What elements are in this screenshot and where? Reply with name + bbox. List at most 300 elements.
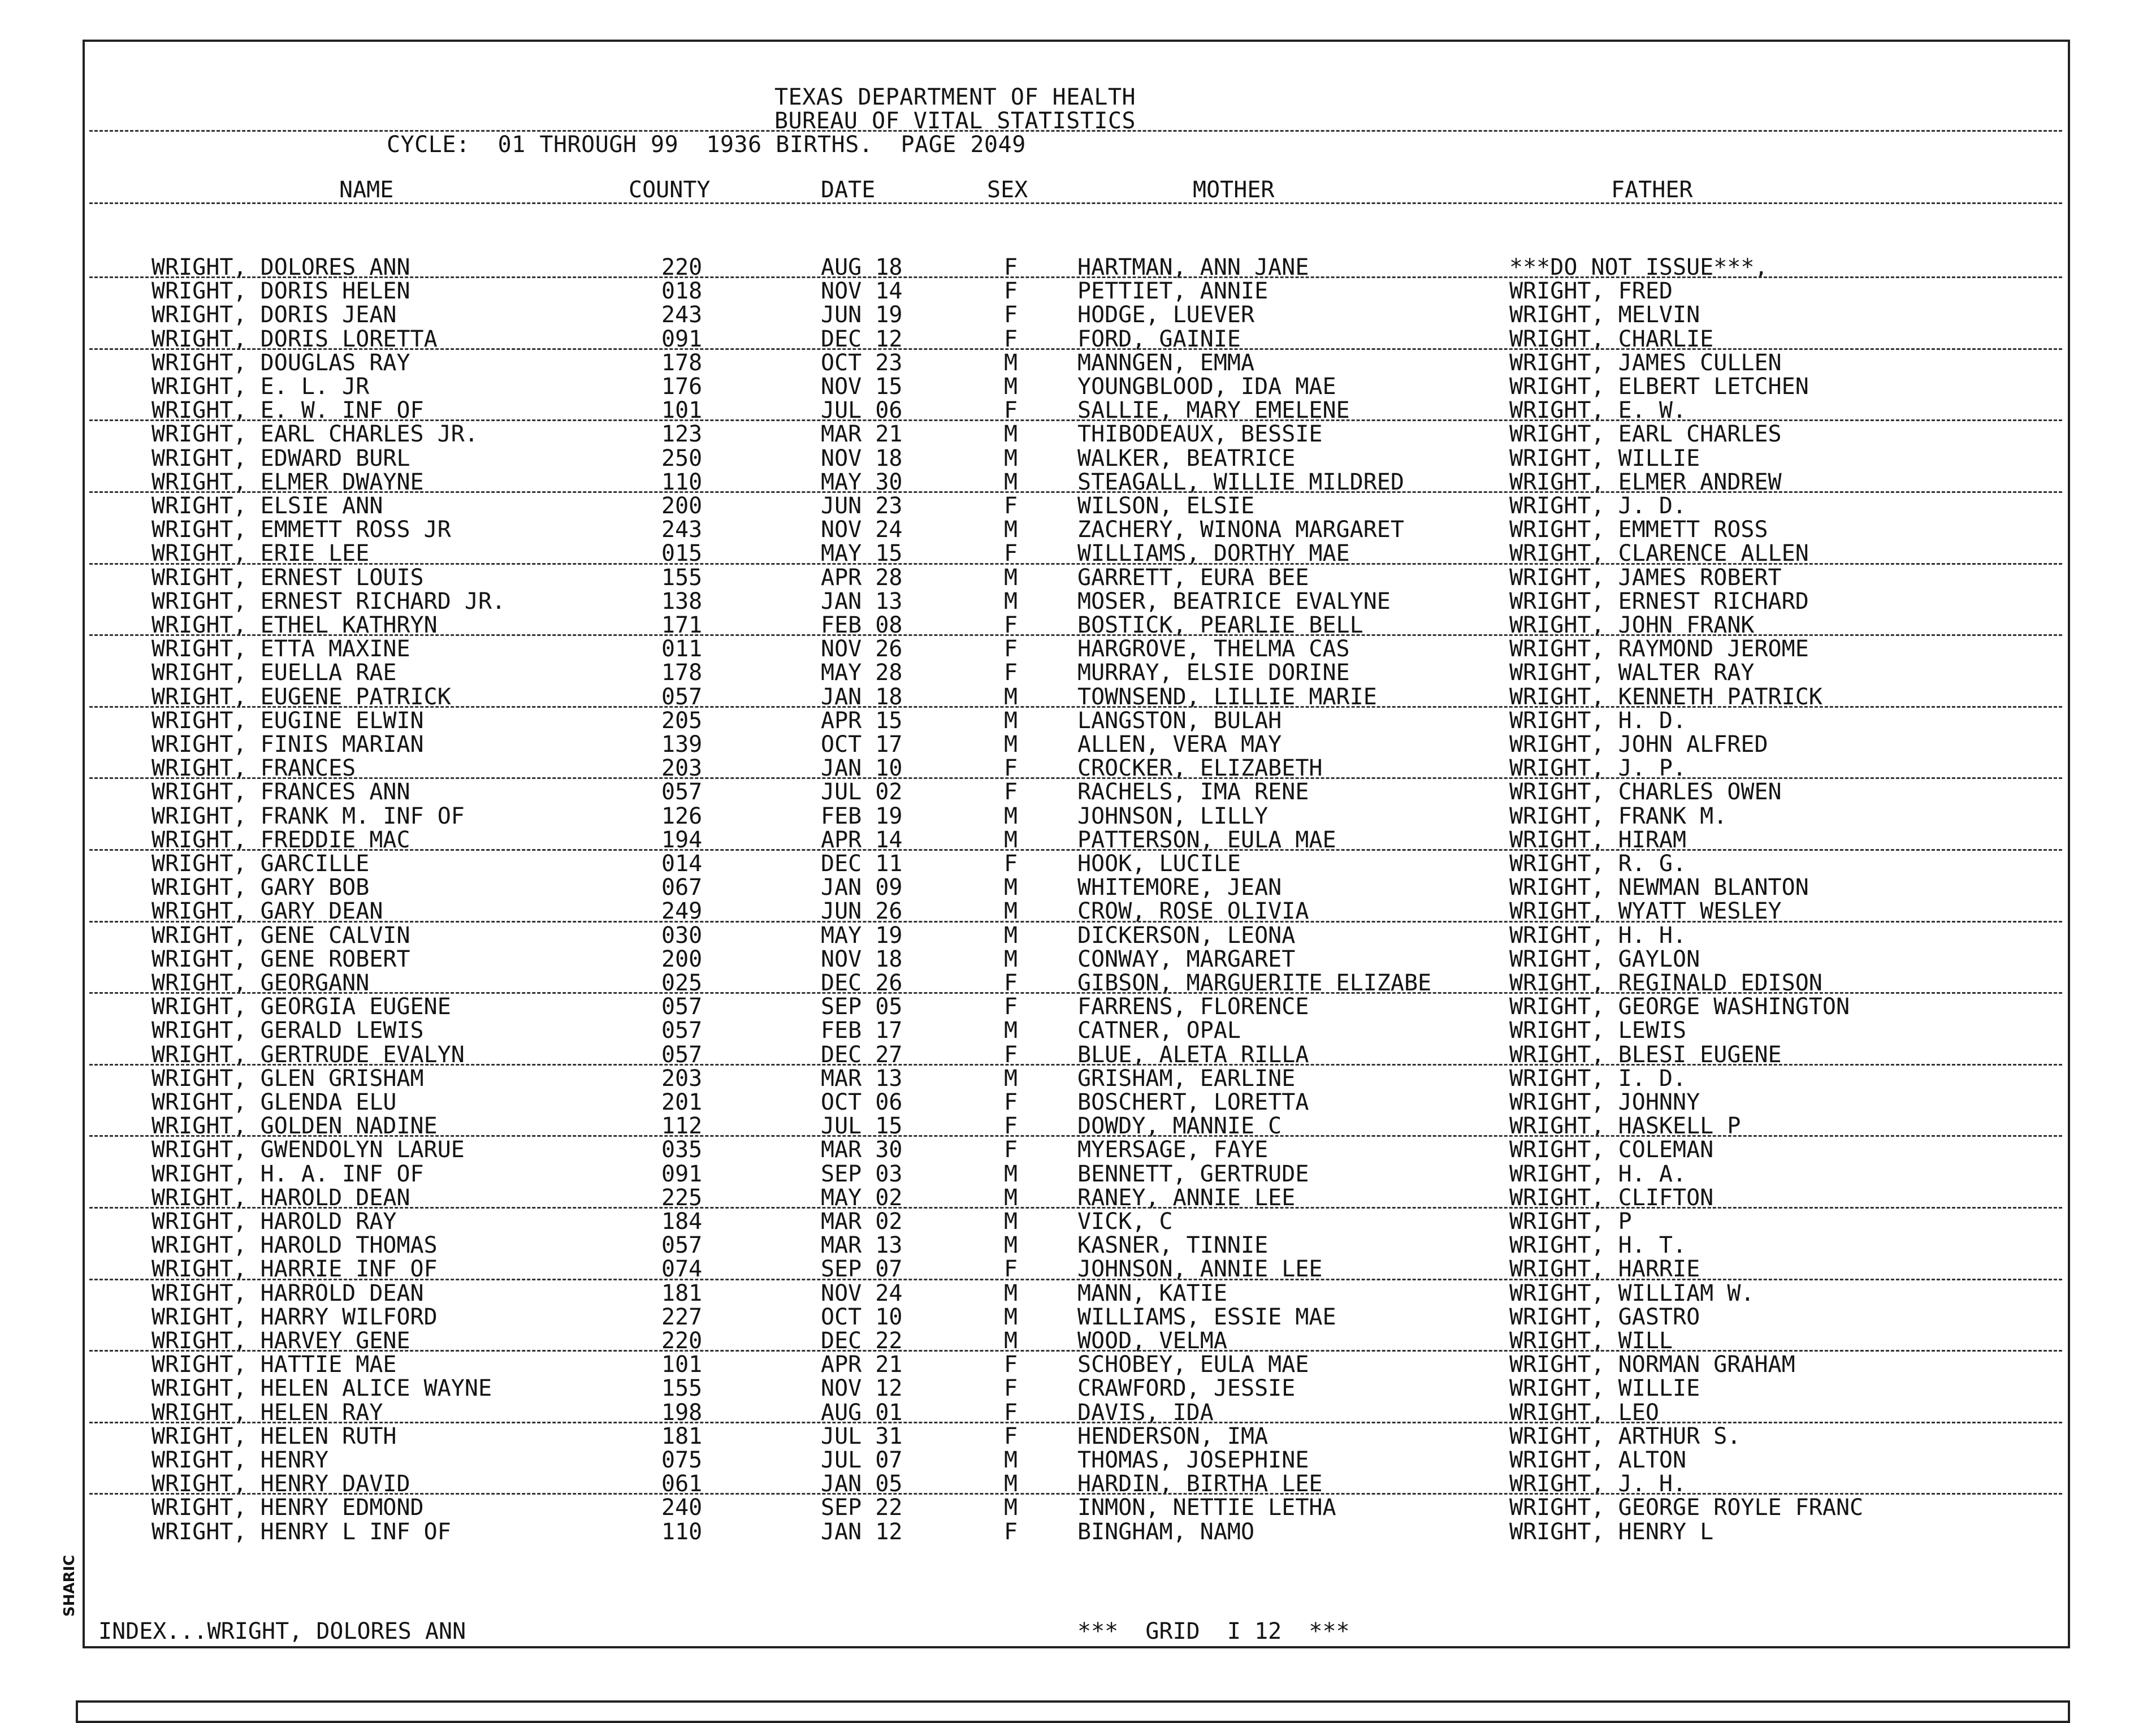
record-father: WRIGHT, CHARLIE — [1509, 326, 1714, 352]
record-sex: F — [1004, 302, 1018, 328]
record-date: NOV 26 — [821, 636, 903, 663]
record-row — [85, 256, 2068, 279]
record-father: WRIGHT, WILLIAM W. — [1509, 1280, 1755, 1306]
record-county: 057 — [661, 1232, 703, 1259]
column-header-date: DATE — [821, 177, 876, 203]
record-sex: M — [1004, 898, 1018, 925]
record-name: WRIGHT, ETTA MAXINE — [151, 636, 410, 663]
record-name: WRIGHT, GOLDEN NADINE — [151, 1113, 438, 1140]
record-date: MAY 02 — [821, 1184, 903, 1211]
record-row — [85, 518, 2068, 542]
record-sex: M — [1004, 946, 1018, 972]
record-name: WRIGHT, HARVEY GENE — [151, 1328, 410, 1354]
record-row — [85, 566, 2068, 590]
record-date: FEB 19 — [821, 803, 903, 829]
record-father: WRIGHT, COLEMAN — [1509, 1137, 1714, 1163]
record-date: FEB 17 — [821, 1018, 903, 1044]
record-county: 057 — [661, 779, 703, 806]
record-county: 194 — [661, 826, 703, 853]
record-father: WRIGHT, H. H. — [1509, 922, 1687, 949]
record-mother: BENNETT, GERTRUDE — [1077, 1161, 1309, 1187]
record-name: WRIGHT, EUELLA RAE — [151, 660, 397, 686]
record-mother: CROCKER, ELIZABETH — [1077, 755, 1323, 782]
record-mother: GIBSON, MARGUERITE ELIZABE — [1077, 970, 1432, 996]
record-county: 057 — [661, 1018, 703, 1044]
record-row — [85, 1257, 2068, 1281]
column-header-rule — [89, 202, 2062, 204]
record-mother: VICK, C — [1077, 1209, 1173, 1235]
record-sex: F — [1004, 755, 1018, 782]
record-date: JUN 26 — [821, 898, 903, 925]
record-sex: F — [1004, 1375, 1018, 1402]
record-sex: M — [1004, 826, 1018, 853]
record-father: ***DO NOT ISSUE***, — [1509, 254, 1768, 280]
record-name: WRIGHT, EDWARD BURL — [151, 445, 410, 471]
record-date: APR 14 — [821, 826, 903, 853]
record-sex: M — [1004, 731, 1018, 757]
record-sex: M — [1004, 517, 1018, 543]
record-date: APR 15 — [821, 707, 903, 734]
record-date: JAN 13 — [821, 588, 903, 614]
record-date: MAY 15 — [821, 540, 903, 567]
record-sex: F — [1004, 612, 1018, 638]
record-date: JUL 06 — [821, 397, 903, 424]
header-rule — [89, 130, 2062, 132]
record-row — [85, 542, 2068, 565]
record-date: OCT 23 — [821, 349, 903, 376]
record-sex: F — [1004, 1137, 1018, 1163]
record-county: 014 — [661, 851, 703, 877]
record-mother: YOUNGBLOOD, IDA MAE — [1077, 374, 1336, 400]
record-date: APR 28 — [821, 564, 903, 591]
record-father: WRIGHT, BLESI EUGENE — [1509, 1041, 1782, 1068]
record-mother: CATNER, OPAL — [1077, 1018, 1241, 1044]
record-name: WRIGHT, EARL CHARLES JR. — [151, 421, 478, 448]
record-county: 123 — [661, 421, 703, 448]
record-mother: CONWAY, MARGARET — [1077, 946, 1296, 972]
record-sex: F — [1004, 1113, 1018, 1140]
record-father: WRIGHT, HENRY L — [1509, 1518, 1714, 1545]
record-date: SEP 22 — [821, 1495, 903, 1521]
column-header-mother: MOTHER — [1193, 177, 1275, 203]
record-father: WRIGHT, GEORGE WASHINGTON — [1509, 994, 1850, 1020]
record-row — [85, 637, 2068, 661]
record-row — [85, 1162, 2068, 1186]
record-mother: JOHNSON, ANNIE LEE — [1077, 1256, 1323, 1283]
record-row — [85, 733, 2068, 756]
record-father: WRIGHT, WILLIE — [1509, 1375, 1700, 1402]
record-row — [85, 351, 2068, 375]
record-county: 139 — [661, 731, 703, 757]
record-date: MAY 19 — [821, 922, 903, 949]
record-date: DEC 26 — [821, 970, 903, 996]
record-father: WRIGHT, ELBERT LETCHEN — [1509, 374, 1809, 400]
record-mother: HENDERSON, IMA — [1077, 1423, 1269, 1449]
record-name: WRIGHT, GARY BOB — [151, 875, 370, 901]
record-date: JAN 18 — [821, 683, 903, 710]
column-header-sex: SEX — [987, 177, 1028, 203]
record-sex: F — [1004, 540, 1018, 567]
record-row — [85, 1376, 2068, 1400]
record-sex: F — [1004, 1352, 1018, 1378]
record-county: 227 — [661, 1304, 703, 1330]
record-date: NOV 24 — [821, 517, 903, 543]
record-name: WRIGHT, ERNEST RICHARD JR. — [151, 588, 506, 614]
record-mother: HARGROVE, THELMA CAS — [1077, 636, 1350, 663]
record-sex: F — [1004, 1041, 1018, 1068]
record-father: WRIGHT, MELVIN — [1509, 302, 1700, 328]
record-county: 138 — [661, 588, 703, 614]
record-mother: DAVIS, IDA — [1077, 1399, 1214, 1426]
record-father: WRIGHT, J. H. — [1509, 1471, 1687, 1497]
record-date: FEB 08 — [821, 612, 903, 638]
record-county: 178 — [661, 660, 703, 686]
record-father: WRIGHT, FRANK M. — [1509, 803, 1728, 829]
record-mother: THIBODEAUX, BESSIE — [1077, 421, 1323, 448]
record-county: 184 — [661, 1209, 703, 1235]
record-date: JUL 31 — [821, 1423, 903, 1449]
record-father: WRIGHT, GEORGE ROYLE FRANC — [1509, 1495, 1864, 1521]
record-row — [85, 1186, 2068, 1210]
record-father: WRIGHT, WILL — [1509, 1328, 1673, 1354]
record-row — [85, 899, 2068, 923]
record-row — [85, 303, 2068, 327]
record-county: 220 — [661, 254, 703, 280]
record-mother: JOHNSON, LILLY — [1077, 803, 1269, 829]
record-sex: F — [1004, 278, 1018, 305]
record-sex: M — [1004, 421, 1018, 448]
record-row — [85, 470, 2068, 494]
record-name: WRIGHT, GLENDA ELU — [151, 1089, 397, 1115]
record-date: OCT 17 — [821, 731, 903, 757]
record-county: 250 — [661, 445, 703, 471]
record-sex: F — [1004, 1399, 1018, 1426]
record-sex: F — [1004, 994, 1018, 1020]
record-date: JUL 02 — [821, 779, 903, 806]
record-row — [85, 780, 2068, 804]
record-sex: F — [1004, 1256, 1018, 1283]
record-father: WRIGHT, H. D. — [1509, 707, 1687, 734]
record-date: SEP 05 — [821, 994, 903, 1020]
record-father: WRIGHT, REGINALD EDISON — [1509, 970, 1822, 996]
record-row — [85, 1114, 2068, 1138]
record-row — [85, 375, 2068, 399]
record-name: WRIGHT, GENE CALVIN — [151, 922, 410, 949]
record-mother: FARRENS, FLORENCE — [1077, 994, 1309, 1020]
record-mother: WHITEMORE, JEAN — [1077, 875, 1282, 901]
record-name: WRIGHT, DORIS JEAN — [151, 302, 397, 328]
record-county: 057 — [661, 683, 703, 710]
record-father: WRIGHT, NORMAN GRAHAM — [1509, 1352, 1795, 1378]
record-date: JUL 07 — [821, 1447, 903, 1473]
record-date: APR 21 — [821, 1352, 903, 1378]
record-father: WRIGHT, J. D. — [1509, 493, 1687, 519]
record-row — [85, 685, 2068, 709]
record-date: NOV 12 — [821, 1375, 903, 1402]
record-name: WRIGHT, E. W. INF OF — [151, 397, 424, 424]
record-father: WRIGHT, JOHN FRANK — [1509, 612, 1755, 638]
record-row — [85, 1138, 2068, 1162]
record-county: 091 — [661, 1161, 703, 1187]
record-mother: SCHOBEY, EULA MAE — [1077, 1352, 1309, 1378]
record-mother: PATTERSON, EULA MAE — [1077, 826, 1336, 853]
record-name: WRIGHT, HARROLD DEAN — [151, 1280, 424, 1306]
record-county: 155 — [661, 564, 703, 591]
record-date: JAN 05 — [821, 1471, 903, 1497]
record-father: WRIGHT, J. P. — [1509, 755, 1687, 782]
record-county: 126 — [661, 803, 703, 829]
record-father: WRIGHT, LEO — [1509, 1399, 1659, 1426]
record-sex: M — [1004, 922, 1018, 949]
record-name: WRIGHT, GARY DEAN — [151, 898, 383, 925]
record-county: 112 — [661, 1113, 703, 1140]
record-mother: RACHELS, IMA RENE — [1077, 779, 1309, 806]
record-row — [85, 1425, 2068, 1448]
record-county: 249 — [661, 898, 703, 925]
record-row — [85, 1019, 2068, 1042]
record-row — [85, 661, 2068, 685]
record-name: WRIGHT, E. L. JR — [151, 374, 370, 400]
record-name: WRIGHT, EUGINE ELWIN — [151, 707, 424, 734]
column-header-name: NAME — [339, 177, 394, 203]
record-county: 203 — [661, 755, 703, 782]
record-row — [85, 422, 2068, 446]
record-father: WRIGHT, JOHNNY — [1509, 1089, 1700, 1115]
record-row — [85, 1067, 2068, 1090]
record-county: 243 — [661, 302, 703, 328]
record-row — [85, 1353, 2068, 1376]
record-sex: M — [1004, 469, 1018, 495]
record-sex: F — [1004, 1518, 1018, 1545]
record-county: 018 — [661, 278, 703, 305]
grid-footer: *** GRID I 12 *** — [1077, 1618, 1350, 1644]
record-name: WRIGHT, HENRY L INF OF — [151, 1518, 451, 1545]
record-sex: M — [1004, 1209, 1018, 1235]
record-name: WRIGHT, DORIS HELEN — [151, 278, 410, 305]
record-county: 057 — [661, 994, 703, 1020]
record-name: WRIGHT, HAROLD RAY — [151, 1209, 397, 1235]
record-sex: M — [1004, 1280, 1018, 1306]
record-father: WRIGHT, JAMES ROBERT — [1509, 564, 1782, 591]
record-date: AUG 01 — [821, 1399, 903, 1426]
record-name: WRIGHT, ETHEL KATHRYN — [151, 612, 438, 638]
record-date: JUL 15 — [821, 1113, 903, 1140]
record-name: WRIGHT, HELEN ALICE WAYNE — [151, 1375, 492, 1402]
record-county: 200 — [661, 946, 703, 972]
record-row — [85, 1043, 2068, 1067]
record-name: WRIGHT, GARCILLE — [151, 851, 370, 877]
record-date: JAN 09 — [821, 875, 903, 901]
record-sex: M — [1004, 1447, 1018, 1473]
record-county: 243 — [661, 517, 703, 543]
record-date: MAR 02 — [821, 1209, 903, 1235]
record-name: WRIGHT, HARRIE INF OF — [151, 1256, 438, 1283]
record-date: OCT 10 — [821, 1304, 903, 1330]
record-county: 181 — [661, 1280, 703, 1306]
record-father: WRIGHT, CHARLES OWEN — [1509, 779, 1782, 806]
record-sex: F — [1004, 660, 1018, 686]
record-name: WRIGHT, GEORGANN — [151, 970, 370, 996]
record-date: MAY 30 — [821, 469, 903, 495]
record-name: WRIGHT, H. A. INF OF — [151, 1161, 424, 1187]
record-mother: MURRAY, ELSIE DORINE — [1077, 660, 1350, 686]
record-row — [85, 947, 2068, 971]
record-sex: M — [1004, 875, 1018, 901]
record-father: WRIGHT, HASKELL P — [1509, 1113, 1741, 1140]
record-name: WRIGHT, ERIE LEE — [151, 540, 370, 567]
record-father: WRIGHT, KENNETH PATRICK — [1509, 683, 1822, 710]
record-row — [85, 1305, 2068, 1329]
record-row — [85, 1496, 2068, 1519]
record-father: WRIGHT, H. T. — [1509, 1232, 1687, 1259]
record-sex: F — [1004, 1423, 1018, 1449]
record-row — [85, 1520, 2068, 1544]
record-row — [85, 494, 2068, 518]
record-county: 074 — [661, 1256, 703, 1283]
record-name: WRIGHT, HENRY — [151, 1447, 329, 1473]
record-mother: THOMAS, JOSEPHINE — [1077, 1447, 1309, 1473]
record-mother: WALKER, BEATRICE — [1077, 445, 1296, 471]
record-sex: F — [1004, 1089, 1018, 1115]
record-name: WRIGHT, ERNEST LOUIS — [151, 564, 424, 591]
record-date: JAN 10 — [821, 755, 903, 782]
record-father: WRIGHT, I. D. — [1509, 1065, 1687, 1092]
record-mother: TOWNSEND, LILLIE MARIE — [1077, 683, 1377, 710]
record-sex: M — [1004, 707, 1018, 734]
record-father: WRIGHT, RAYMOND JEROME — [1509, 636, 1809, 663]
record-sex: M — [1004, 1161, 1018, 1187]
record-sex: F — [1004, 779, 1018, 806]
record-father: WRIGHT, ELMER ANDREW — [1509, 469, 1782, 495]
record-mother: WILLIAMS, ESSIE MAE — [1077, 1304, 1336, 1330]
record-mother: ZACHERY, WINONA MARGARET — [1077, 517, 1404, 543]
record-county: 035 — [661, 1137, 703, 1163]
record-name: WRIGHT, FINIS MARIAN — [151, 731, 424, 757]
record-row — [85, 613, 2068, 637]
record-name: WRIGHT, HATTIE MAE — [151, 1352, 397, 1378]
record-mother: PETTIET, ANNIE — [1077, 278, 1269, 305]
record-mother: HOOK, LUCILE — [1077, 851, 1241, 877]
record-name: WRIGHT, HAROLD DEAN — [151, 1184, 410, 1211]
bureau-title: BUREAU OF VITAL STATISTICS — [774, 108, 1136, 134]
record-county: 176 — [661, 374, 703, 400]
record-county: 015 — [661, 540, 703, 567]
record-name: WRIGHT, DORIS LORETTA — [151, 326, 438, 352]
record-father: WRIGHT, WYATT WESLEY — [1509, 898, 1782, 925]
record-sex: F — [1004, 326, 1018, 352]
record-father: WRIGHT, P — [1509, 1209, 1632, 1235]
record-name: WRIGHT, GERTRUDE EVALYN — [151, 1041, 465, 1068]
record-mother: MOSER, BEATRICE EVALYNE — [1077, 588, 1391, 614]
record-mother: BLUE, ALETA RILLA — [1077, 1041, 1309, 1068]
record-father: WRIGHT, EMMETT ROSS — [1509, 517, 1768, 543]
record-mother: GRISHAM, EARLINE — [1077, 1065, 1296, 1092]
record-name: WRIGHT, FRANCES — [151, 755, 356, 782]
record-father: WRIGHT, GASTRO — [1509, 1304, 1700, 1330]
record-name: WRIGHT, GENE ROBERT — [151, 946, 410, 972]
record-mother: MANNGEN, EMMA — [1077, 349, 1255, 376]
record-father: WRIGHT, HIRAM — [1509, 826, 1687, 853]
record-name: WRIGHT, FRANCES ANN — [151, 779, 410, 806]
record-name: WRIGHT, GEORGIA EUGENE — [151, 994, 451, 1020]
record-row — [85, 804, 2068, 828]
record-sex: F — [1004, 493, 1018, 519]
record-county: 091 — [661, 326, 703, 352]
record-name: WRIGHT, DOUGLAS RAY — [151, 349, 410, 376]
cycle-line: CYCLE: 01 THROUGH 99 1936 BIRTHS. PAGE 2049 — [387, 132, 1026, 158]
record-father: WRIGHT, E. W. — [1509, 397, 1687, 424]
record-county: 225 — [661, 1184, 703, 1211]
record-county: 067 — [661, 875, 703, 901]
record-father: WRIGHT, CLARENCE ALLEN — [1509, 540, 1809, 567]
record-mother: BOSCHERT, LORETTA — [1077, 1089, 1309, 1115]
record-father: WRIGHT, ALTON — [1509, 1447, 1687, 1473]
record-sex: F — [1004, 636, 1018, 663]
record-county: 011 — [661, 636, 703, 663]
record-sex: F — [1004, 970, 1018, 996]
record-mother: STEAGALL, WILLIE MILDRED — [1077, 469, 1404, 495]
record-mother: HODGE, LUEVER — [1077, 302, 1255, 328]
record-sex: M — [1004, 1232, 1018, 1259]
record-sex: M — [1004, 445, 1018, 471]
record-mother: HARDIN, BIRTHA LEE — [1077, 1471, 1323, 1497]
record-date: MAR 13 — [821, 1065, 903, 1092]
record-sex: F — [1004, 397, 1018, 424]
record-date: DEC 27 — [821, 1041, 903, 1068]
record-date: DEC 11 — [821, 851, 903, 877]
record-county: 201 — [661, 1089, 703, 1115]
record-row — [85, 1329, 2068, 1353]
record-father: WRIGHT, WILLIE — [1509, 445, 1700, 471]
record-sex: M — [1004, 349, 1018, 376]
record-date: JAN 12 — [821, 1518, 903, 1545]
record-mother: CRAWFORD, JESSIE — [1077, 1375, 1296, 1402]
record-father: WRIGHT, H. A. — [1509, 1161, 1687, 1187]
record-sex: M — [1004, 564, 1018, 591]
record-row — [85, 1472, 2068, 1496]
record-name: WRIGHT, DOLORES ANN — [151, 254, 410, 280]
record-county: 155 — [661, 1375, 703, 1402]
record-row — [85, 1090, 2068, 1114]
record-sex: M — [1004, 1304, 1018, 1330]
record-father: WRIGHT, LEWIS — [1509, 1018, 1687, 1044]
record-date: MAR 21 — [821, 421, 903, 448]
record-sex: M — [1004, 588, 1018, 614]
record-date: MAY 28 — [821, 660, 903, 686]
record-father: WRIGHT, HARRIE — [1509, 1256, 1700, 1283]
record-mother: DICKERSON, LEONA — [1077, 922, 1296, 949]
record-county: 101 — [661, 1352, 703, 1378]
record-name: WRIGHT, EUGENE PATRICK — [151, 683, 451, 710]
record-mother: FORD, GAINIE — [1077, 326, 1241, 352]
record-mother: WILLIAMS, DORTHY MAE — [1077, 540, 1350, 567]
record-row — [85, 399, 2068, 422]
record-date: NOV 18 — [821, 946, 903, 972]
record-mother: GARRETT, EURA BEE — [1077, 564, 1309, 591]
record-father: WRIGHT, ERNEST RICHARD — [1509, 588, 1809, 614]
record-county: 171 — [661, 612, 703, 638]
record-row — [85, 1448, 2068, 1472]
record-sex: F — [1004, 254, 1018, 280]
record-sex: M — [1004, 1184, 1018, 1211]
record-father: WRIGHT, FRED — [1509, 278, 1673, 305]
record-father: WRIGHT, JAMES CULLEN — [1509, 349, 1782, 376]
record-mother: WILSON, ELSIE — [1077, 493, 1255, 519]
record-mother: WOOD, VELMA — [1077, 1328, 1227, 1354]
record-name: WRIGHT, ELMER DWAYNE — [151, 469, 424, 495]
record-row — [85, 327, 2068, 351]
record-date: DEC 22 — [821, 1328, 903, 1354]
